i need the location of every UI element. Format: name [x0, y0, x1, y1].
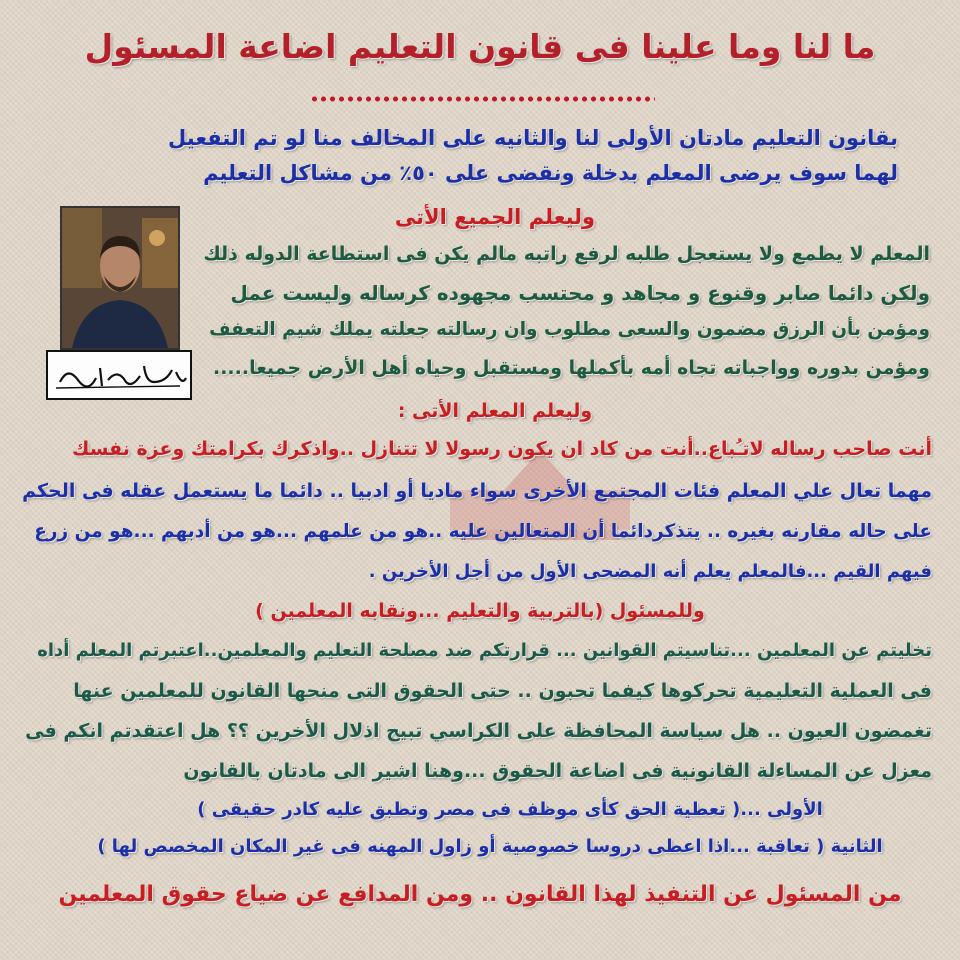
section3-line-2: فى العملية التعليمية تحركوها كيفما تحبون .. حتى الحقوق التى منحها القانون للمعلمين عنها — [73, 680, 932, 702]
dotted-divider — [310, 94, 655, 104]
section1-line-2: ولكن دائما صابر وقنوع و مجاهد و محتسب مجهوده كرساله وليست عمل — [230, 281, 930, 305]
section3-line-3: تغمضون العيون .. هل سياسة المحافظة على الكراسي تبيح اذلال الأخرين ؟؟ هل اعتقدتم انكم فى — [25, 720, 932, 742]
section3-line-4: معزل عن المساءلة القانونية فى اضاعة الحقوق ...وهنا اشير الى مادتان بالقانون — [183, 760, 932, 782]
section1-line-3: ومؤمن بأن الرزق مضمون والسعى مطلوب وان رسالته جعلته يملك شيم التعفف — [209, 319, 930, 340]
section2-heading: وليعلم المعلم الأتى : — [397, 400, 593, 422]
section2-red-line: أنت صاحب رساله لاتـُباع..أنت من كاد ان يكون رسولا لا تتنازل ..واذكرك بكرامتك وعزة نفسك — [72, 438, 932, 460]
signature-box — [46, 350, 192, 400]
section2-line-2: على حاله مقارنه بغيره .. يتذكردائما أن المتعالين عليه ..هو من علمهم ...هو من أدبهم ...هو من زرع — [34, 521, 932, 542]
section1-heading: وليعلم الجميع الأتى — [394, 205, 596, 229]
section1-line-4: ومؤمن بدوره وواجباته تجاه أمه بأكملها ومستقبل وحياه أهل الأرض جميعا..... — [212, 357, 930, 379]
section3-heading: وللمسئول (بالتربية والتعليم ...ونقابه المعلمين ) — [255, 600, 705, 622]
section3-point-2: الثانية ( تعاقبة ...اذا اعطى دروسا خصوصية أو زاول المهنه فى غير المكان المخصص لها ) — [97, 836, 883, 857]
page-title: ما لنا وما علينا فى قانون التعليم اضاعة المسئول — [84, 27, 876, 66]
intro-line-2: لهما سوف يرضى المعلم بدخلة ونقضى على ٥٠٪ من مشاكل التعليم — [203, 161, 898, 185]
intro-line-1: بقانون التعليم مادتان الأولى لنا والثانيه على المخالف منا لو تم التفعيل — [168, 126, 898, 150]
closing-question: من المسئول عن التنفيذ لهذا القانون .. ومن المدافع عن ضياع حقوق المعلمين — [58, 882, 902, 907]
section2-line-3: فيهم القيم ...فالمعلم يعلم أنه المضحى الأول من أجل الأخرين . — [368, 561, 932, 582]
section1-line-1: المعلم لا يطمع ولا يستعجل طلبه لرفع راتبه مالم يكن فى استطاعة الدوله ذلك — [203, 243, 930, 265]
section3-point-1: الأولى ...( تعطية الحق كأى موظف فى مصر وتطبق عليه كادر حقيقى ) — [197, 799, 823, 820]
section3-line-1: تخليتم عن المعلمين ...تناسيتم القوانين ... قرارتكم ضد مصلحة التعليم والمعلمين..اعتبرتم المعلم أداه — [37, 640, 932, 661]
author-photo — [60, 206, 180, 350]
section2-line-1: مهما تعال علي المعلم فئات المجتمع الأخرى سواء ماديا أو ادبيا .. دائما ما يستعمل عقله فى الحكم — [22, 480, 932, 502]
